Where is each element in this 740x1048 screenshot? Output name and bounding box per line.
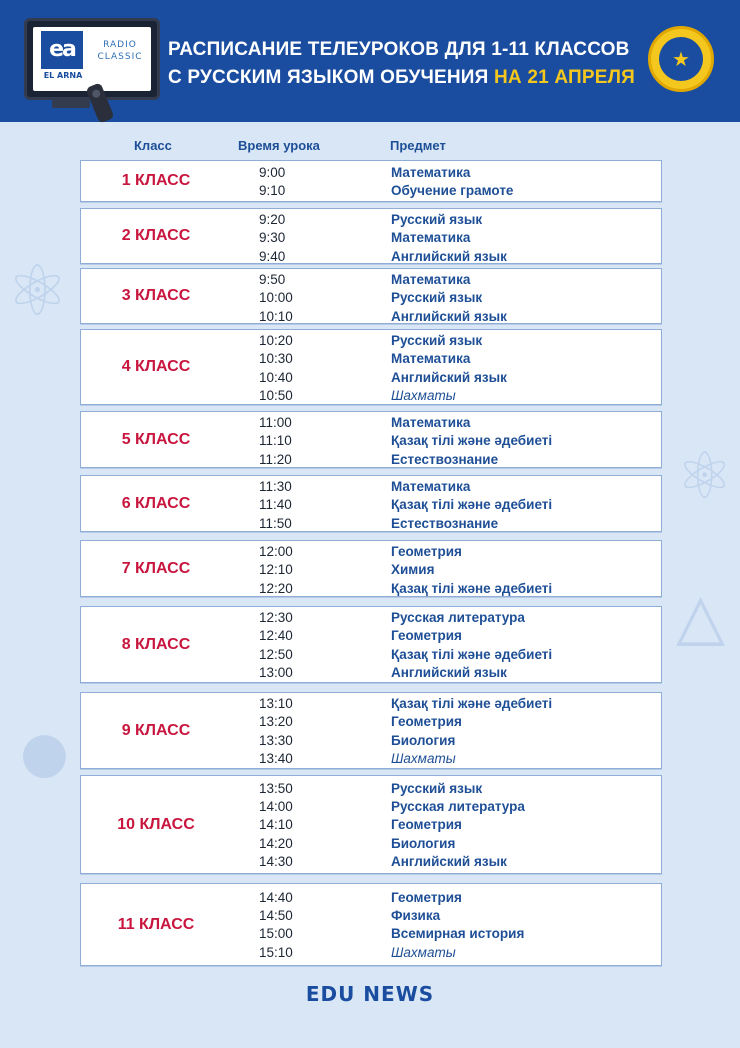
schedule-row — [80, 883, 662, 966]
title-line-1: РАСПИСАНИЕ ТЕЛЕУРОКОВ ДЛЯ 1-11 КЛАССОВ — [168, 39, 630, 60]
lesson-time: 12:00 — [259, 544, 293, 559]
lesson-subject: Всемирная история — [391, 926, 525, 942]
lesson-time: 12:50 — [259, 646, 293, 662]
atom-decoration-icon: ⚛ — [6, 250, 69, 332]
lesson-subject: Математика — [391, 230, 471, 246]
lesson-time: 13:40 — [259, 750, 293, 766]
title-line-2 — [168, 64, 648, 92]
class-label: 2 КЛАСС — [121, 227, 191, 244]
class-label: 8 КЛАСС — [121, 635, 191, 653]
ministry-emblem-icon — [648, 26, 714, 92]
lesson-subject: Геометрия — [391, 544, 462, 559]
lesson-subject: Биология — [391, 732, 456, 748]
class-label: 1 КЛАСС — [121, 172, 191, 189]
lesson-subjects — [391, 414, 552, 469]
lesson-time: 10:30 — [259, 351, 293, 367]
lesson-time: 10:00 — [259, 290, 293, 306]
lesson-time: 9:50 — [259, 272, 286, 287]
lesson-time: 13:10 — [259, 696, 293, 711]
page-title — [168, 36, 648, 92]
class-label: 3 КЛАСС — [121, 287, 191, 304]
lesson-subject: Английский язык — [391, 853, 507, 869]
lesson-time: 11:10 — [259, 433, 292, 449]
lesson-times — [259, 211, 285, 266]
column-header-class: Класс — [134, 138, 172, 153]
lesson-subject: Английский язык — [391, 664, 507, 680]
lesson-time: 13:20 — [259, 714, 293, 730]
lesson-subject: Русская литература — [391, 610, 525, 625]
lesson-subject: Русский язык — [391, 290, 483, 306]
lesson-time: 10:40 — [259, 369, 293, 385]
lesson-time: 14:40 — [259, 889, 293, 905]
footer-brand: EDU NEWS — [305, 982, 435, 1006]
lesson-subjects — [391, 543, 552, 598]
header-banner — [0, 0, 740, 122]
lesson-subjects — [391, 271, 507, 326]
class-label: 10 КЛАСС — [117, 815, 195, 833]
triangle-decoration-icon: △ — [676, 580, 726, 654]
lesson-time: 9:00 — [259, 164, 286, 180]
lesson-subject: Қазақ тілі және әдебиеті — [391, 696, 553, 711]
lesson-times — [259, 332, 293, 405]
lesson-subject: Қазақ тілі және әдебиеті — [391, 646, 553, 662]
lesson-times — [259, 695, 293, 768]
lesson-subject: Биология — [391, 835, 456, 851]
el-arna-name: EL ARNA — [43, 71, 83, 80]
lesson-time: 12:40 — [259, 628, 293, 644]
lesson-time: 13:30 — [259, 732, 293, 748]
lesson-time: 9:10 — [259, 182, 286, 198]
lesson-subject: Естествознание — [391, 515, 499, 531]
schedule-row — [80, 692, 662, 769]
lesson-time: 10:20 — [259, 333, 293, 348]
lesson-times — [259, 543, 293, 598]
tv-screen — [33, 27, 151, 91]
lesson-subject: Русская литература — [391, 799, 525, 815]
class-label: 5 КЛАСС — [121, 430, 191, 448]
schedule-row — [80, 475, 662, 532]
tv-stand — [52, 100, 90, 108]
lesson-subjects — [391, 695, 552, 768]
lesson-subject: Русский язык — [391, 212, 483, 227]
class-label: 11 КЛАСС — [117, 915, 195, 933]
lesson-subjects — [391, 478, 552, 533]
lesson-subject: Химия — [391, 562, 435, 578]
classic-label: CLASSIC — [97, 52, 143, 62]
schedule-row — [80, 329, 662, 405]
lesson-subject: Математика — [391, 164, 471, 180]
lesson-time: 9:20 — [259, 212, 286, 227]
title-date: НА 21 АПРЕЛЯ — [494, 67, 636, 88]
lesson-subject: Английский язык — [391, 248, 507, 264]
lesson-times — [259, 271, 293, 326]
lesson-time: 14:10 — [259, 817, 293, 833]
lesson-subject: Математика — [391, 415, 471, 430]
lesson-subjects — [391, 211, 507, 266]
book-icon: ★ — [659, 37, 703, 81]
lesson-time: 14:50 — [259, 908, 293, 924]
schedule-row — [80, 268, 662, 324]
lesson-subject: Геометрия — [391, 628, 462, 644]
lesson-time: 11:00 — [259, 415, 292, 430]
lesson-subject: Физика — [391, 908, 441, 924]
lesson-time: 15:10 — [259, 944, 293, 960]
lesson-subject: Естествознание — [391, 451, 499, 467]
title-line-2-text: С РУССКИМ ЯЗЫКОМ ОБУЧЕНИЯ — [168, 67, 489, 88]
lesson-time: 9:40 — [259, 248, 286, 264]
lesson-subject: Шахматы — [391, 387, 456, 403]
lesson-time: 12:10 — [259, 562, 293, 578]
atom-decoration-icon-2: ⚛ — [676, 440, 734, 514]
lesson-subject: Математика — [391, 272, 471, 287]
lesson-subject: Шахматы — [391, 944, 456, 960]
lesson-time: 11:30 — [259, 479, 292, 494]
lesson-time: 15:00 — [259, 926, 293, 942]
lesson-time: 9:30 — [259, 230, 286, 246]
lesson-time: 14:30 — [259, 853, 293, 869]
lesson-time: 11:40 — [259, 497, 292, 513]
lesson-subject: Математика — [391, 479, 471, 494]
el-arna-logo: ea — [41, 31, 83, 69]
schedule-row — [80, 540, 662, 597]
lesson-times — [259, 609, 293, 682]
lesson-time: 13:00 — [259, 664, 293, 680]
lesson-subject: Шахматы — [391, 750, 456, 766]
lesson-subject: Геометрия — [391, 714, 462, 730]
palette-decoration-icon: ● — [20, 720, 69, 785]
class-label: 9 КЛАСС — [121, 721, 191, 739]
lesson-subject: Қазақ тілі және әдебиеті — [391, 580, 553, 596]
lesson-time: 11:50 — [259, 515, 292, 531]
lesson-subjects — [391, 164, 513, 201]
lesson-subject: Геометрия — [391, 817, 462, 833]
schedule-row — [80, 160, 662, 202]
lesson-subjects — [391, 609, 552, 682]
class-label: 4 КЛАСС — [121, 358, 191, 375]
lesson-subject: Қазақ тілі және әдебиеті — [391, 497, 553, 513]
lesson-times — [259, 164, 285, 201]
schedule-row — [80, 411, 662, 468]
schedule-row — [80, 208, 662, 264]
lesson-times — [259, 889, 293, 962]
column-header-subject: Предмет — [390, 138, 446, 153]
lesson-subject: Геометрия — [391, 889, 462, 905]
lesson-subject: Қазақ тілі және әдебиеті — [391, 433, 553, 449]
schedule-row — [80, 606, 662, 683]
lesson-times — [259, 780, 293, 871]
lesson-time: 11:20 — [259, 451, 292, 467]
class-label: 7 КЛАСС — [121, 559, 191, 577]
column-header-time: Время урока — [238, 138, 320, 153]
lesson-subjects — [391, 332, 507, 405]
lesson-subject: Обучение грамоте — [391, 182, 514, 198]
schedule-row — [80, 775, 662, 874]
radio-classic-logo — [93, 39, 147, 63]
lesson-time: 12:20 — [259, 580, 293, 596]
lesson-time: 12:30 — [259, 610, 293, 625]
lesson-time: 10:50 — [259, 387, 293, 403]
lesson-subject: Русский язык — [391, 780, 483, 796]
lesson-subject: Математика — [391, 351, 471, 367]
lesson-subject: Русский язык — [391, 333, 483, 348]
lesson-subject: Английский язык — [391, 308, 507, 324]
lesson-time: 13:50 — [259, 780, 293, 796]
lesson-time: 10:10 — [259, 308, 293, 324]
radio-label: RADIO — [103, 40, 137, 50]
lesson-time: 14:20 — [259, 835, 293, 851]
lesson-subjects — [391, 780, 525, 871]
lesson-time: 14:00 — [259, 799, 293, 815]
lesson-times — [259, 414, 292, 469]
lesson-subjects — [391, 889, 524, 962]
class-label: 6 КЛАСС — [121, 494, 191, 512]
lesson-subject: Английский язык — [391, 369, 507, 385]
lesson-times — [259, 478, 292, 533]
